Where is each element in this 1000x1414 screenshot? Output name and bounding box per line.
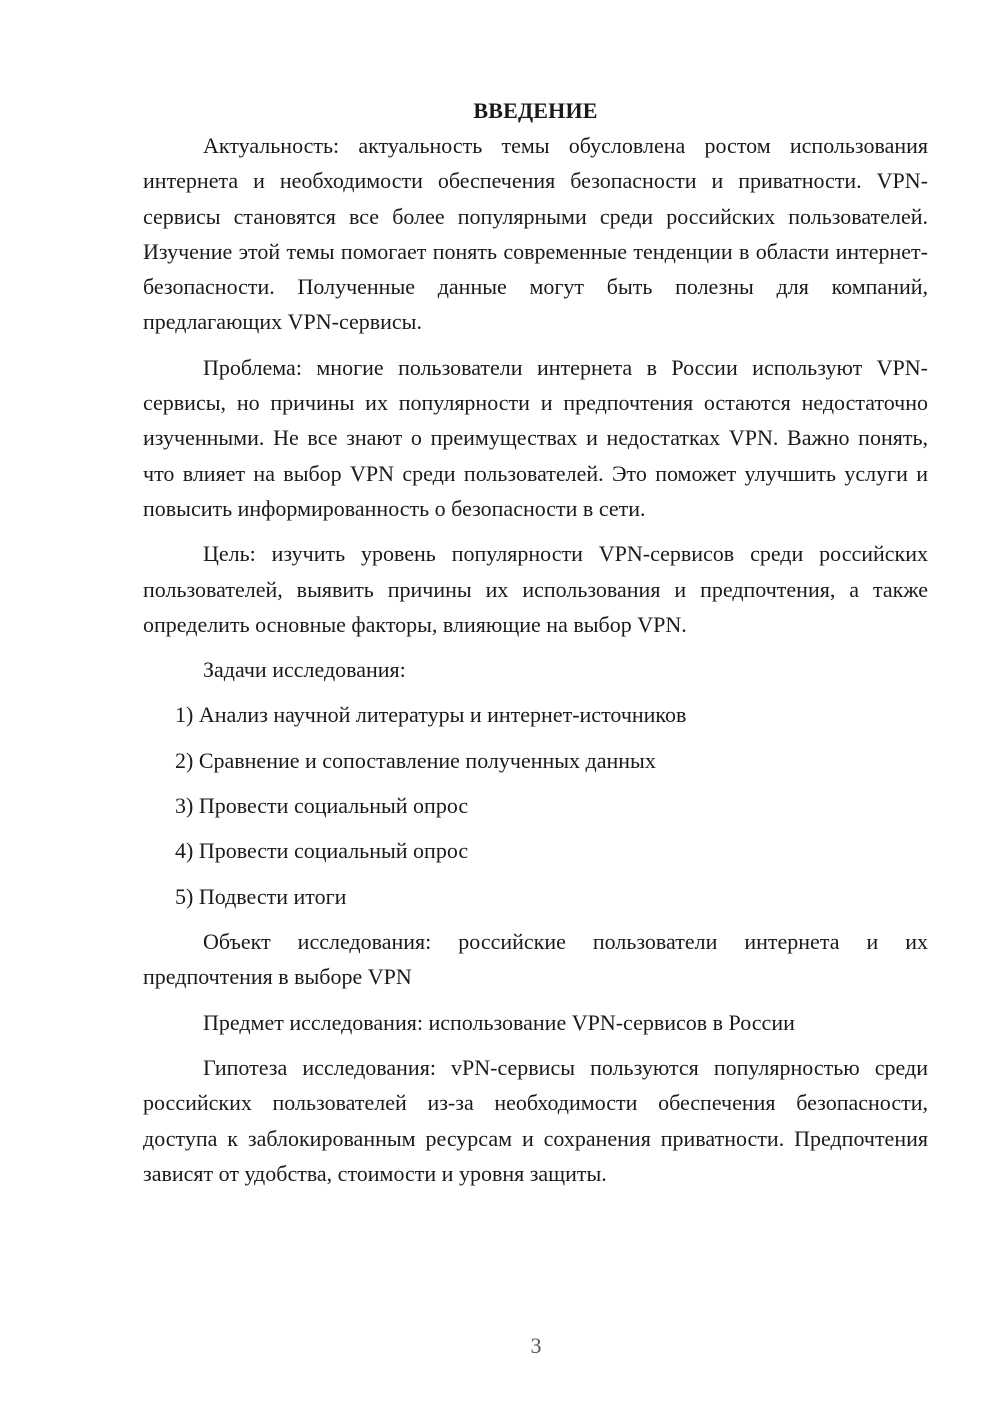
section-heading: ВВЕДЕНИЕ	[473, 98, 598, 123]
task-item: 5) Подвести итоги	[175, 883, 347, 909]
task-item: 4) Провести социальный опрос	[175, 838, 469, 864]
relevance-paragraph: Актуальность: актуальность темы обусловлена ростом использования интернета и необходимости обеспечения безопасности и приватности. VPN-сервисы становятся все более популярными среди российских пользователей. Изучение этой темы помогает понять современные тенденции в области интернет-безопасности. Полученные данные могут быть полезны для компаний, предлагающих VPN-сервисы.	[143, 133, 928, 335]
page-number: 3	[530, 1333, 542, 1358]
object-paragraph: Объект исследования: российские пользователи интернета и их предпочтения в выборе VPN	[143, 929, 928, 990]
subject-paragraph: Предмет исследования: использование VPN-сервисов в России	[203, 1009, 795, 1035]
task-item: 3) Провести социальный опрос	[175, 792, 469, 818]
task-item: 2) Сравнение и сопоставление полученных данных	[175, 747, 656, 773]
hypothesis-paragraph: Гипотеза исследования: vPN-сервисы пользуются популярностью среди российских пользователей из-за необходимости обеспечения безопасности, доступа к заблокированным ресурсам и сохранения приватности. Предпочтения зависят от удобства, стоимости и уровня защиты.	[143, 1055, 928, 1186]
problem-paragraph: Проблема: многие пользователи интернета в России используют VPN-сервисы, но причины их популярности и предпочтения остаются недостаточно изученными. Не все знают о преимуществах и недостатках VPN. Важно понять, что влияет на выбор VPN среди пользователей. Это поможет улучшить услуги и повысить информированность о безопасности в сети.	[143, 354, 928, 521]
task-list	[143, 697, 928, 914]
goal-paragraph: Цель: изучить уровень популярности VPN-сервисов среди российских пользователей, выявить причины их использования и предпочтения, а также определить основные факторы, влияющие на выбор VPN.	[143, 541, 928, 637]
tasks-title: Задачи исследования:	[203, 657, 406, 683]
task-item: 1) Анализ научной литературы и интернет-источников	[175, 702, 687, 728]
document-page	[143, 93, 928, 1201]
